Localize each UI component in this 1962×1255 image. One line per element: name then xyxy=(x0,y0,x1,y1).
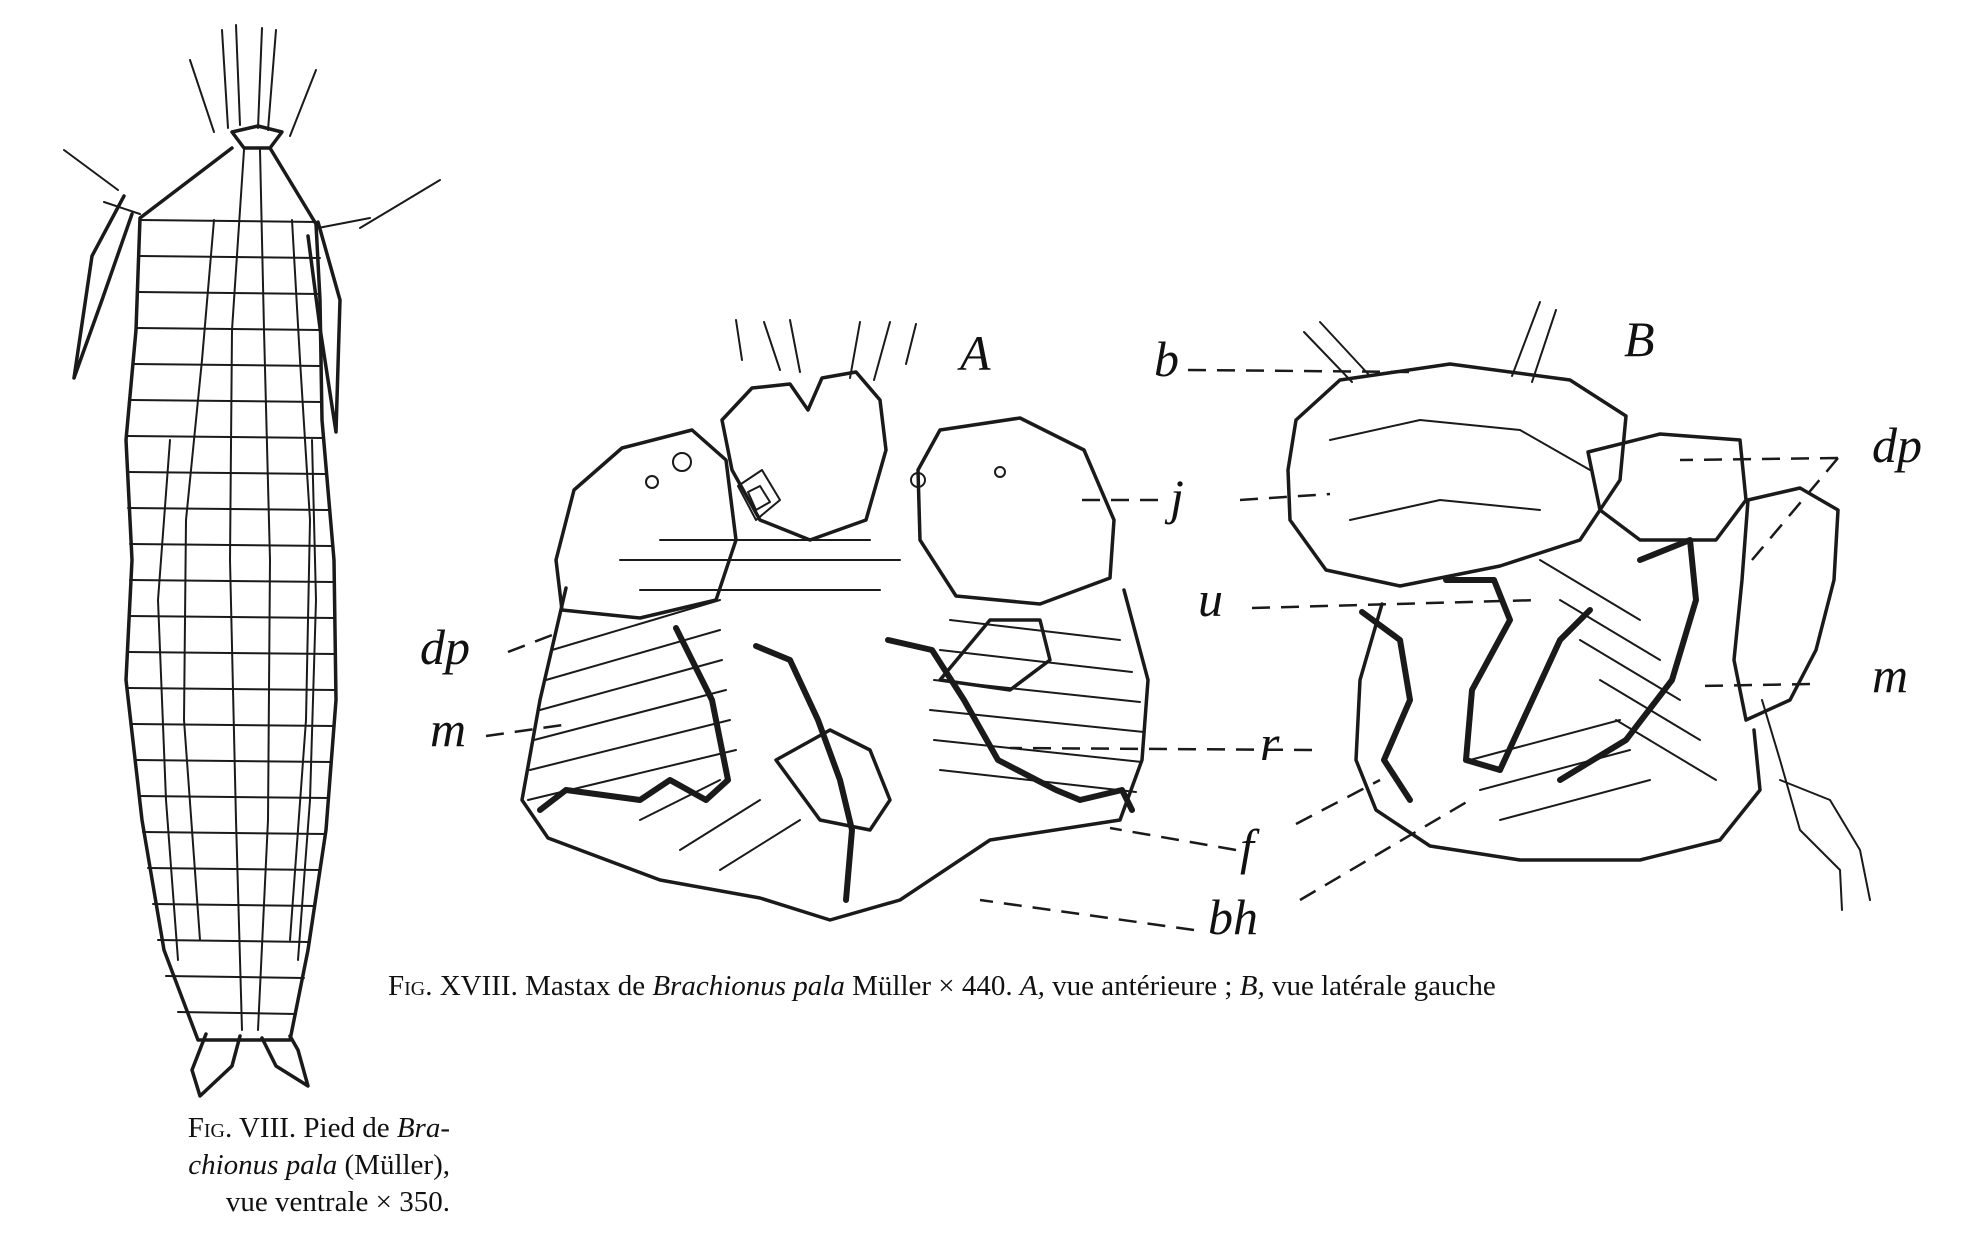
label-m-view-a: m xyxy=(430,701,467,757)
caption-fig-viii-line-3: vue ventrale × 350. xyxy=(225,1186,450,1218)
fig-xviii-a-mastax-drawing xyxy=(522,320,1148,920)
caption-fig-number: XVIII. xyxy=(439,970,518,1002)
caption-text: Mastax de xyxy=(525,970,646,1002)
caption-text: Müller × 440. xyxy=(852,970,1013,1002)
caption-fig-xviii xyxy=(388,968,1496,1005)
fig-xviii-b-mastax-drawing xyxy=(1288,302,1870,910)
caption-text: vue latérale gauche xyxy=(1271,970,1496,1002)
label-r: r xyxy=(1260,715,1280,771)
caption-species: pala xyxy=(285,1149,338,1181)
panel-label-a: A xyxy=(960,325,991,381)
label-bh: bh xyxy=(1208,889,1258,945)
caption-text: vue antérieure ; xyxy=(1052,970,1233,1002)
label-b: b xyxy=(1154,331,1179,387)
caption-genus-part: chionus xyxy=(188,1149,279,1181)
caption-fig-viii-line-1 xyxy=(60,1110,450,1147)
caption-fig-viii-line-2 xyxy=(60,1147,450,1184)
caption-fig-label: Fig. xyxy=(388,970,433,1002)
panel-label-b: B xyxy=(1624,311,1655,367)
caption-fig-viii xyxy=(60,1110,450,1221)
caption-species: Brachionus pala xyxy=(652,970,845,1002)
label-f: f xyxy=(1240,819,1254,875)
label-dp-view-a: dp xyxy=(420,619,470,675)
label-m-view-b: m xyxy=(1872,647,1909,703)
caption-genus-part: Bra- xyxy=(396,1112,450,1144)
caption-view-letter-a: A, xyxy=(1019,970,1045,1002)
caption-fig-number: VIII. xyxy=(238,1112,297,1144)
caption-text: Pied de xyxy=(303,1112,390,1144)
fig-viii-foot-drawing xyxy=(64,25,440,1096)
label-j: j xyxy=(1170,469,1184,525)
caption-fig-label: Fig. xyxy=(187,1112,233,1144)
label-u: u xyxy=(1198,571,1223,627)
label-dp-view-b: dp xyxy=(1872,417,1922,473)
caption-author: (Müller), xyxy=(344,1149,450,1181)
caption-view-letter-b: B, xyxy=(1239,970,1265,1002)
